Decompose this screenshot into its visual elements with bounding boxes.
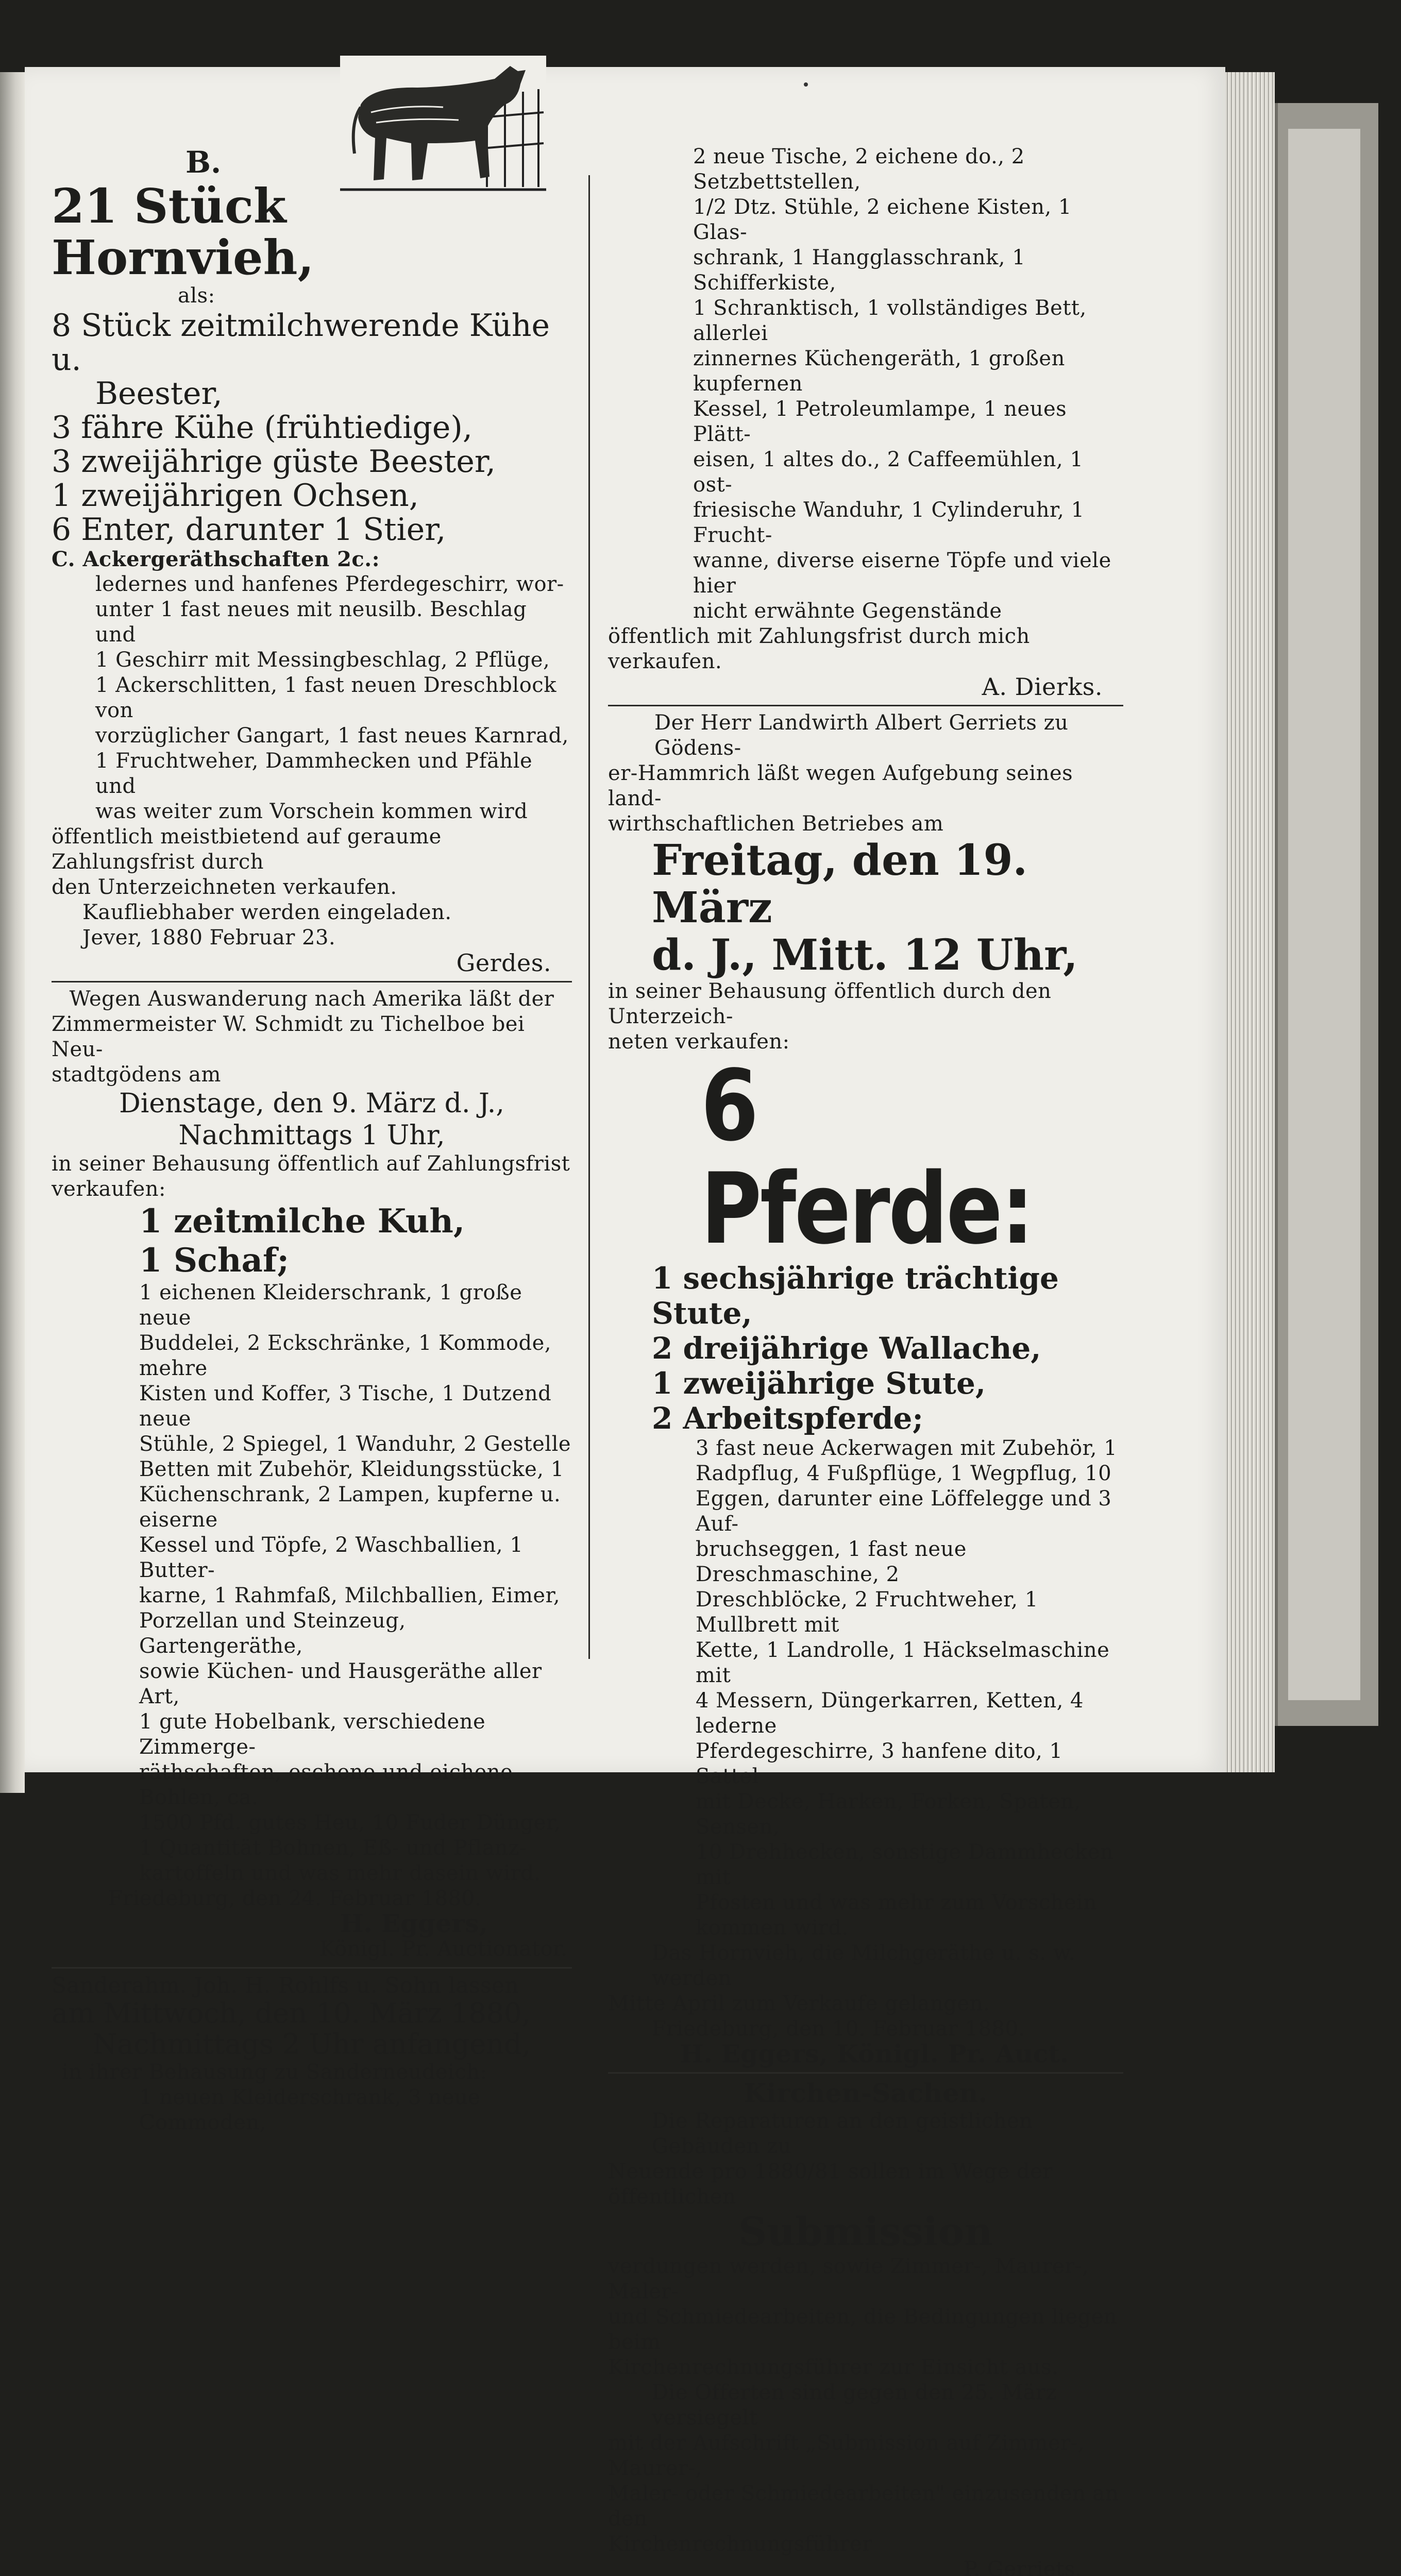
text-line: in seiner Behausung öffentlich durch den Unterzeich- bbox=[608, 979, 1052, 1028]
place-date: Friedeburg, den 10. Februar 1880. bbox=[652, 2017, 1025, 2041]
text-line: Neuende pro 1880/81 sollen im Wege der öffentlichen bbox=[608, 2160, 1053, 2209]
item-headline: 1 Schaf; bbox=[139, 1241, 290, 1280]
text-line: stadtgödens am bbox=[52, 1063, 221, 1087]
text-line: Maler- oder Schmiedearbeiten" einzusenden an den bbox=[608, 2482, 1119, 2531]
signature-title: Königl. Pr. Auctionator. bbox=[319, 1937, 568, 1961]
text-line: 1 Schranktisch, 1 vollständiges Bett, allerlei bbox=[693, 296, 1087, 345]
text-line: Kessel, 1 Petroleumlampe, 1 neues Plätt- bbox=[693, 397, 1067, 446]
text-line: 1500 Pfd. gutes Heu, 10 Fuder Dünger, bbox=[139, 1811, 561, 1835]
text-line: Kisten und Koffer, 3 Tische, 1 Dutzend neue bbox=[139, 1382, 552, 1431]
signature: H. Eggers, bbox=[340, 1909, 488, 1938]
text-line: Mitte April zum Verkaufe gelangen. bbox=[608, 1992, 990, 2015]
horse-line: 2 Arbeitspferde; bbox=[652, 1401, 923, 1436]
auction-time: Nachmittags 2 Uhr anfangend, bbox=[93, 2028, 531, 2060]
text-line: 1 Quantität Bohnen, Eß- und Pflanz- bbox=[139, 1836, 527, 1860]
text-line: was weiter zum Vorschein kommen wird bbox=[95, 800, 528, 823]
signature: A. Dierks. bbox=[982, 673, 1103, 701]
text-line: er-Hammrich läßt wegen Aufgebung seines land- bbox=[608, 761, 1073, 810]
ad-separator bbox=[52, 981, 572, 982]
text-line: Wegen Auswanderung nach Amerika läßt der bbox=[69, 987, 554, 1011]
text-line: Küchenschrank, 2 Lampen, kupferne u. eiserne bbox=[139, 1483, 561, 1532]
text-line: 3 fast neue Ackerwagen mit Zubehör, 1 bbox=[696, 1436, 1118, 1460]
text-line: nicht erwähnte Gegenstände bbox=[693, 599, 1002, 623]
section-label-b: B. bbox=[185, 145, 222, 180]
text-line: wirthschaftlichen Betriebes am bbox=[608, 812, 944, 836]
horse-line: 2 dreijährige Wallache, bbox=[652, 1331, 1041, 1366]
text-line: öffentlich mit Zahlungsfrist durch mich verkaufen. bbox=[608, 624, 1030, 673]
text-line: mit Decke, Harken, Forken, Spaten, Sensen, bbox=[696, 1790, 1081, 1839]
ad-separator bbox=[52, 1967, 572, 1969]
text-line: Kessel und Töpfe, 2 Waschballien, 1 Butter- bbox=[139, 1533, 524, 1582]
text-line: Eggen, darunter eine Löffelegge und 3 Auf- bbox=[696, 1487, 1112, 1536]
ink-dot bbox=[804, 82, 808, 87]
submission-headline: Submission bbox=[738, 2209, 993, 2255]
text-line: Der Herr Landwirth Albert Gerriets zu Gödens- bbox=[654, 711, 1069, 760]
text-line: 4 Messern, Düngerkarren, Ketten, 4 lederne bbox=[696, 1689, 1084, 1738]
text-line: den Unterzeichneten verkaufen. bbox=[52, 875, 397, 899]
section-c-heading: C. Ackergeräthschaften 2c.: bbox=[52, 547, 380, 571]
right-column bbox=[608, 144, 1123, 2576]
ad-separator bbox=[608, 2072, 1123, 2074]
text-line: Die Offerten sind gegen den 25. März versiegelt bbox=[652, 2381, 1057, 2430]
place-date: Jever, 1880 Februar 23. bbox=[82, 926, 336, 950]
text-line: 1 Ackerschlitten, 1 fast neuen Dreschblock von bbox=[95, 673, 556, 722]
text-line: eisen, 1 altes do., 2 Caffeemühlen, 1 ost- bbox=[693, 448, 1084, 497]
text-line: schrank, 1 Hangglasschrank, 1 Schifferkiste, bbox=[693, 246, 1026, 295]
left-column bbox=[52, 144, 572, 2136]
text-line: Die Reparaturen an den geistlichen Gebäuden zu bbox=[652, 2109, 1033, 2158]
place-date: Friedeburg, den 24. Februar 1880. bbox=[108, 1887, 482, 1910]
text-line: Kirchenrechnungsführer bbox=[608, 2532, 873, 2556]
auction-time: Nachmittags 1 Uhr, bbox=[178, 1120, 445, 1151]
text-line: Buddelei, 2 Eckschränke, 1 Kommode, mehre bbox=[139, 1331, 551, 1380]
animal-line: 1 zweijährigen Ochsen, bbox=[52, 478, 419, 514]
text-line: unter 1 fast neues mit neusilb. Beschlag und bbox=[95, 598, 527, 647]
text-line: 1 neuen Kleiderschrank, 3 neue Commoden, bbox=[139, 2086, 481, 2134]
signature: Gerdes. bbox=[456, 949, 551, 977]
text-line: verkaufen: bbox=[52, 1177, 166, 1201]
text-line: Radpflug, 4 Fußpflüge, 1 Wegpflug, 10 bbox=[696, 1462, 1112, 1485]
text-line: Zimmermeister W. Schmidt zu Tichelboe bei Neu- bbox=[52, 1012, 525, 1061]
text-line: zinnernes Küchengeräth, 1 großen kupfernen bbox=[693, 347, 1065, 396]
text-line: friesische Wanduhr, 1 Cylinderuhr, 1 Frucht- bbox=[693, 498, 1085, 547]
text-line: Das Hornvieh, die Milchgeräthe u. s. w. werden bbox=[652, 1941, 1076, 1990]
text-line: kommen wird. bbox=[696, 1916, 849, 1940]
text-line: Sanderahm. Joh. H. Rohlfs u. Sohn lassen bbox=[52, 1973, 519, 1998]
ad-separator bbox=[608, 705, 1123, 706]
auction-time: d. J., Mitt. 12 Uhr, bbox=[652, 930, 1078, 980]
item-headline: 1 zeitmilche Kuh, bbox=[139, 1202, 465, 1241]
text-line: ledernes und hanfenes Pferdegeschirr, wor- bbox=[95, 572, 564, 596]
auction-date: am Mittwoch, den 10. März 1880, bbox=[52, 1997, 531, 2029]
headline-hornvieh: Hornvieh, bbox=[52, 230, 314, 285]
animal-line: Beester, bbox=[95, 376, 223, 412]
text-line: Stühle, 2 Spiegel, 1 Wanduhr, 2 Gestelle bbox=[139, 1432, 571, 1456]
text-line: 1 Fruchtweher, Dammhecken und Pfähle und bbox=[95, 749, 533, 798]
horse-line: 1 zweijährige Stute, bbox=[652, 1366, 986, 1401]
facing-page-edge bbox=[0, 72, 25, 1793]
text-line: 1/2 Dtz. Stühle, 2 eichene Kisten, 1 Glas- bbox=[693, 195, 1072, 244]
signature: P. Gerriets. bbox=[964, 2557, 1082, 2576]
text-line: 1 eichenen Kleiderschrank, 1 große neue bbox=[139, 1281, 522, 1330]
text-line: 1 gute Hobelbank, verschiedene Zimmerge- bbox=[139, 1710, 486, 1759]
text-line: Pfosten und was mehr zum Vorschein bbox=[696, 1891, 1097, 1914]
text-line: bruchseggen, 1 fast neue Dreschmaschine, 2 bbox=[696, 1537, 967, 1586]
horse-line: 1 sechsjährige trächtige Stute, bbox=[652, 1261, 1059, 1331]
text-line: und Schmiedearbeiten, die Bedingungen liegen beim bbox=[608, 2305, 1118, 2354]
book-cover-edge bbox=[1288, 129, 1360, 1700]
animal-line: 3 fähre Kühe (frühtiedige), bbox=[52, 410, 472, 446]
als-label: als: bbox=[178, 284, 215, 308]
auction-date: Freitag, den 19. März bbox=[652, 836, 1028, 933]
kirchen-sachen-title: Kirchen-Sachen. bbox=[744, 2078, 988, 2108]
text-line: verdungen werden, sowie Zimmer-, Maurer-, Maler- bbox=[608, 2255, 1089, 2303]
text-line: mit der Aufschrift „Submission auf Zimmer-, Maurer-, bbox=[608, 2431, 1085, 2480]
text-line: Betten mit Zubehör, Kleidungsstücke, 1 bbox=[139, 1458, 564, 1481]
text-line: 2 neue Tische, 2 eichene do., 2 Setzbettstellen, bbox=[693, 145, 1025, 194]
text-line: wanne, diverse eiserne Töpfe und viele hier bbox=[693, 549, 1111, 598]
text-line: öffentlich meistbietend auf geraume Zahlungsfrist durch bbox=[52, 825, 442, 874]
text-line: Kaufliebhaber werden eingeladen. bbox=[82, 901, 452, 924]
text-line: 10 Drehhecken, sonstige Dammhecken mit bbox=[696, 1840, 1114, 1889]
text-line: Porzellan und Steinzeug, Gartengeräthe, bbox=[139, 1609, 406, 1658]
text-line: Kirchenrechnungsführer zur Einsicht aus. bbox=[608, 2355, 1059, 2379]
text-line: Pferdegeschirre, 3 hanfene dito, 1 Sattel bbox=[696, 1739, 1063, 1788]
animal-line: 3 zweijährige güste Beester, bbox=[52, 444, 496, 480]
animal-line: 8 Stück zeitmilchwerende Kühe u. bbox=[52, 308, 550, 378]
headline-stueck: 21 Stück bbox=[52, 178, 286, 234]
text-line: kartoffeln und was mehr dasein wird. bbox=[139, 1861, 541, 1885]
text-line: vorzüglicher Gangart, 1 fast neues Karnrad, bbox=[95, 724, 569, 748]
pferde-headline: 6 Pferde: bbox=[701, 1049, 1033, 1266]
auction-date: Dienstage, den 9. März d. J., bbox=[119, 1088, 504, 1119]
page-stack-edge bbox=[1225, 72, 1275, 1772]
cow-illustration-icon bbox=[340, 56, 546, 197]
text-line: in seiner Behausung öffentlich auf Zahlungsfrist bbox=[52, 1152, 570, 1176]
signature: H. Eggers, Königl. Pr. Auct. bbox=[680, 2040, 1069, 2069]
text-line: in ihrer Behausung zu Sanderneudeich: bbox=[62, 2060, 487, 2084]
text-line: räthschaften, eschene und eichene Bohlen, ca. bbox=[139, 1760, 513, 1809]
text-line: Dreschblöcke, 2 Fruchtweher, 1 Mullbrett mit bbox=[696, 1588, 1038, 1637]
text-line: Kette, 1 Landrolle, 1 Häckselmaschine mit bbox=[696, 1638, 1110, 1687]
text-line: sowie Küchen- und Hausgeräthe aller Art, bbox=[139, 1659, 542, 1708]
text-line: 1 Geschirr mit Messingbeschlag, 2 Pflüge, bbox=[95, 648, 550, 672]
animal-line: 6 Enter, darunter 1 Stier, bbox=[52, 512, 446, 548]
text-line: karne, 1 Rahmfaß, Milchballien, Eimer, bbox=[139, 1584, 561, 1607]
text-line: neten verkaufen: bbox=[608, 1030, 790, 1054]
column-divider bbox=[588, 175, 590, 1659]
